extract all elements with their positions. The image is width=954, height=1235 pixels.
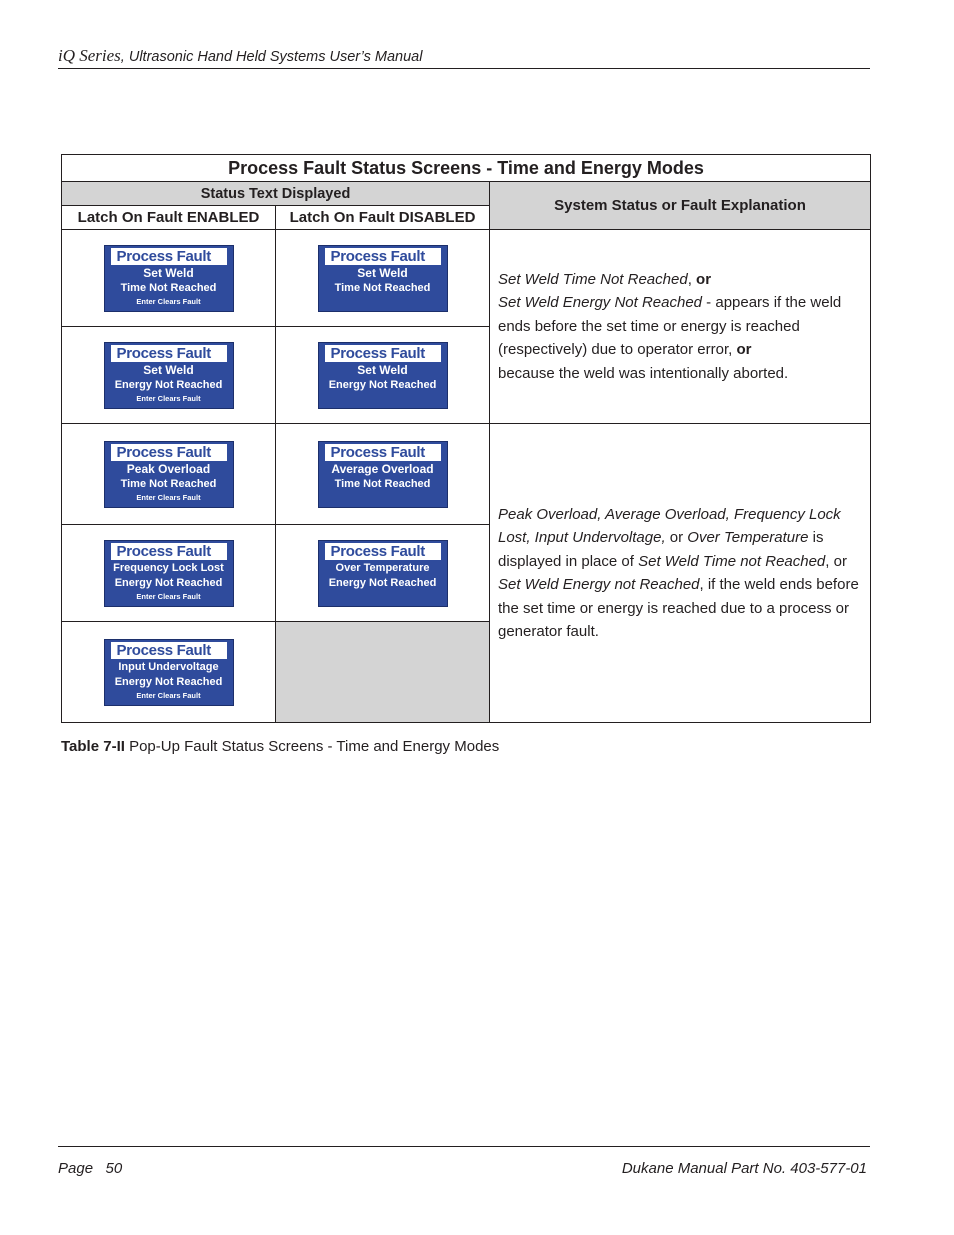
lcd-line-2: Time Not Reached	[120, 281, 217, 294]
footer-divider	[58, 1146, 870, 1147]
lcd-line-2: Time Not Reached	[334, 477, 431, 490]
lcd-title: Process Fault	[325, 248, 441, 265]
page-number: Page 50	[58, 1160, 123, 1177]
lcd-screen	[104, 639, 234, 706]
screen-cell	[62, 424, 276, 525]
screen-cell	[62, 230, 276, 327]
expl1-f: or	[736, 341, 752, 359]
expl2-e: Set Weld Time not Reached	[638, 552, 826, 570]
expl2-g: Set Weld Energy not Reached	[498, 576, 700, 593]
screen-cell	[276, 525, 490, 622]
page-header	[58, 46, 870, 69]
screen-cell	[62, 327, 276, 424]
explanation-cell-1	[490, 230, 871, 424]
lcd-line-1: Peak Overload	[126, 461, 211, 476]
lcd-screen	[318, 540, 448, 607]
lcd-line-3: Enter Clears Fault	[136, 591, 201, 601]
expl1-d: Set Weld Energy Not Reached	[498, 294, 703, 312]
explanation-cell-2	[490, 424, 871, 723]
screen-cell	[62, 525, 276, 622]
status-text-header: Status Text Displayed	[62, 182, 490, 206]
lcd-line-3: Enter Clears Fault	[136, 393, 201, 403]
expl2-d: is displayed in place of	[498, 529, 824, 570]
latch-enabled-header: Latch On Fault ENABLED	[62, 206, 276, 230]
expl2-h: , if the weld ends before the set time or energy is reached due to a process or generator fault.	[498, 576, 859, 640]
lcd-title: Process Fault	[111, 444, 227, 461]
explanation-header: System Status or Fault Explanation	[490, 182, 871, 230]
lcd-screen	[104, 441, 234, 508]
lcd-title: Process Fault	[111, 345, 227, 362]
expl1-e: - appears if the weld ends before the set time or energy is reached (respectively) due to operator error,	[498, 294, 842, 359]
lcd-line-2: Energy Not Reached	[114, 576, 223, 589]
lcd-title: Process Fault	[325, 444, 441, 461]
lcd-screen	[318, 441, 448, 508]
lcd-line-1: Over Temperature	[335, 561, 430, 574]
screen-cell	[276, 424, 490, 525]
lcd-line-2: Energy Not Reached	[328, 576, 437, 589]
lcd-line-3: Enter Clears Fault	[136, 492, 201, 502]
empty-cell	[276, 622, 490, 723]
expl1-c: or	[696, 270, 712, 288]
lcd-line-1: Set Weld	[357, 362, 408, 377]
lcd-title: Process Fault	[325, 543, 441, 560]
screen-cell	[62, 622, 276, 723]
series-name: iQ Series	[58, 46, 121, 65]
caption-text: Pop-Up Fault Status Screens - Time and Energy Modes	[124, 738, 500, 755]
lcd-line-2: Energy Not Reached	[114, 378, 223, 391]
lcd-screen	[318, 342, 448, 409]
lcd-line-1: Set Weld	[143, 362, 194, 377]
fault-status-table	[61, 154, 871, 723]
lcd-line-3: Enter Clears Fault	[136, 690, 201, 700]
expl1-g: because the weld was intentionally aborted.	[498, 364, 789, 382]
expl1-b: ,	[687, 270, 697, 288]
lcd-screen	[104, 342, 234, 409]
lcd-line-2: Energy Not Reached	[328, 378, 437, 391]
screen-cell	[276, 230, 490, 327]
lcd-line-2: Time Not Reached	[120, 477, 217, 490]
caption-label: Table 7-II	[61, 738, 125, 755]
lcd-line-2: Energy Not Reached	[114, 675, 223, 688]
lcd-title: Process Fault	[111, 543, 227, 560]
expl2-b: or	[665, 529, 688, 546]
lcd-screen	[104, 540, 234, 607]
table-title: Process Fault Status Screens - Time and Energy Modes	[62, 155, 871, 182]
lcd-screen	[318, 245, 448, 312]
part-number: Dukane Manual Part No. 403-577-01	[621, 1160, 867, 1177]
expl2-a: Peak Overload, Average Overload, Frequency Lock Lost, Input Undervoltage,	[498, 505, 841, 546]
manual-subtitle: , Ultrasonic Hand Held Systems User’s Manual	[120, 49, 423, 65]
lcd-line-1: Input Undervoltage	[118, 660, 219, 673]
lcd-title: Process Fault	[325, 345, 441, 362]
lcd-screen	[104, 245, 234, 312]
expl1-a: Set Weld Time Not Reached	[498, 270, 688, 288]
lcd-line-1: Frequency Lock Lost	[113, 561, 224, 574]
screen-cell	[276, 327, 490, 424]
lcd-title: Process Fault	[111, 248, 227, 265]
lcd-line-1: Set Weld	[357, 265, 408, 280]
table-caption	[61, 738, 499, 755]
lcd-line-2: Time Not Reached	[334, 281, 431, 294]
expl2-f: , or	[825, 552, 847, 570]
lcd-line-1: Average Overload	[331, 461, 434, 476]
lcd-line-1: Set Weld	[143, 265, 194, 280]
lcd-line-3: Enter Clears Fault	[136, 296, 201, 306]
latch-disabled-header: Latch On Fault DISABLED	[276, 206, 490, 230]
expl2-c: Over Temperature	[687, 529, 809, 546]
lcd-title: Process Fault	[111, 642, 227, 659]
